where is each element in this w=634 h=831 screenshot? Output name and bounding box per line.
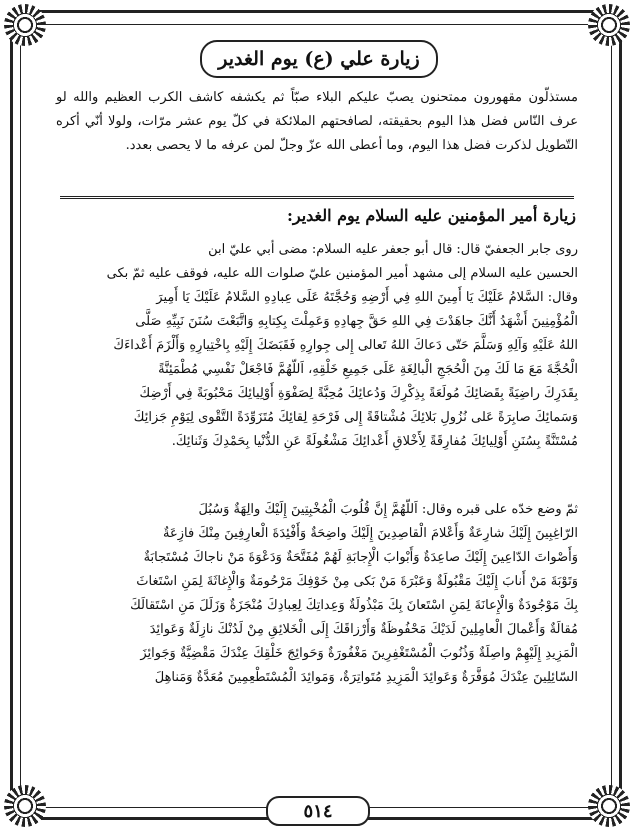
corner-ornament-icon (4, 785, 46, 827)
text-line: اللهُ عَلَيْهِ وَآلِهِ وَسَلَّمَ حَتّى دَعاكَ اللهُ تَعالى إِلى جِوارِهِ فَقَبَضَكَ إِلَيْهِ بِاخْتِيارِهِ وَأَلْزَمَ أَعْداءَكَ (113, 338, 578, 353)
section-heading: زيارة أمير المؤمنين عليه السلام يوم الغدير: (286, 206, 576, 225)
text-line: وقال: السَّلامُ عَلَيْكَ يَا أَمِينَ اللهِ فِي أَرْضِهِ وَحُجَّتَهُ عَلَى عِبادِهِ السَّلامُ عَلَيْكَ يَا أَمِيرَ (156, 290, 578, 305)
corner-ornament-icon (588, 785, 630, 827)
page-number: ٥١٤ (266, 796, 370, 826)
text-line: وَأَصْواتَ الدّاعِينَ إِلَيْكَ صاعِدَةٌ وَأَبْوابَ الْإِجابَةِ لَهُمْ مُفَتَّحَةٌ وَدَعْوَةَ مَنْ ناجاكَ مُسْتَجابَةٌ (143, 550, 578, 565)
ziyara-paragraph-1 (56, 238, 578, 454)
text-line: مُسْتَنَّةً بِسُنَنِ أَوْلِيائِكَ مُفارِقَةً لِأَخْلاقِ أَعْدائِكَ مَشْغُولَةً عَنِ الدُّنْيا بِحَمْدِكَ وَثَنائِكَ. (171, 434, 578, 449)
text-line: الْحُجَّةَ مَعَ مَا لَكَ مِنَ الْحُجَجِ الْبالِغَةِ عَلَى جَمِيعِ خَلْقِهِ، اَللّهُمَّ فَاجْعَلْ نَفْسِي مُطْمَئِنَّةً (158, 362, 578, 377)
page-title: زيارة علي (ع) يوم الغدير (200, 40, 438, 78)
corner-ornament-icon (4, 4, 46, 46)
text-line: الحسين عليه السلام إلى مشهد أمير المؤمنين عليّ صلوات الله عليه، فوقف عليه ثمّ بكى (106, 266, 578, 281)
text-line: مُقالَةٌ وَأَعْمالَ الْعامِلِينَ لَدَيْكَ مَحْفُوظَةٌ وَأَرْزاقَكَ إِلَى الْخَلائِقِ مِنْ لَدُنْكَ نازِلَةٌ وَعَوائِدَ (149, 622, 578, 637)
ziyara-paragraph-2 (56, 498, 578, 690)
text-line: بِكَ مَوْجُودَةٌ وَالْإِعانَةَ لِمَنِ اسْتَعانَ بِكَ مَبْذُولَةٌ وَعِداتِكَ لِعِبادِكَ مُنْجَزَةٌ وَزَلَلَ مَنِ اسْتَقالَكَ (130, 598, 578, 613)
text-line: ثمّ وضع خدّه على قبره وقال: اَللّهُمَّ إِنَّ قُلُوبَ الْمُخْبِتِينَ إِلَيْكَ والِهَةٌ وَسُبُلَ (198, 502, 578, 517)
text-line: الرّاغِبِينَ إِلَيْكَ شارِعَةٌ وَأَعْلامَ الْقاصِدِينَ إِلَيْكَ واضِحَةٌ وَأَفْئِدَةَ الْعارِفِينَ مِنْكَ فازِعَةٌ (162, 526, 578, 541)
intro-paragraph: مستذلّون مقهورون ممتحنون يصبّ عليكم البلاء صبّاً ثم يكشفه كاشف الكرب العظيم والله لو عرف النّاس فضل هذا اليوم بحقيقته، لصافحتهم الملائكة في كلّ يوم عشر مرّات، ولولا أنّي أكره التّطويل لذكرت فضل هذا اليوم، وما أعطى الله عزّ وجلّ لمن عرفه ما لا يحصى بعدد. (56, 90, 578, 153)
corner-ornament-icon (588, 4, 630, 46)
text-line: وَسَمائِكَ صابِرَةً عَلى نُزُولِ بَلائِكَ مُشْتاقَةً إِلى فَرْحَةِ لِقائِكَ مُتَزَوِّدَةً التَّقْوى لِيَوْمِ جَزائِكَ (133, 410, 578, 425)
text-line: وَتَوْبَةَ مَنْ أَنابَ إِلَيْكَ مَقْبُولَةٌ وَعَبْرَةَ مَنْ بَكى مِنْ خَوْفِكَ مَرْحُومَةٌ وَالْإِغاثَةَ لِمَنِ اسْتَغاثَ (136, 574, 578, 589)
text-line: الْمَزِيدِ إِلَيْهِمْ واصِلَةٌ وَذُنُوبَ الْمُسْتَغْفِرِينَ مَغْفُورَةٌ وَحَوائِجَ خَلْقِكَ عِنْدَكَ مَقْضِيَّةٌ وَجَوائِزَ (140, 646, 578, 661)
text-line: الْمُؤْمِنِينَ أَشْهَدُ أَنَّكَ جاهَدْتَ فِي اللهِ حَقَّ جِهادِهِ وَعَمِلْتَ بِكِتابِهِ وَاتَّبَعْتَ سُنَنَ نَبِيِّهِ صَلَّى (135, 314, 578, 329)
section-divider (60, 196, 574, 199)
text-line: السّائِلِينَ عِنْدَكَ مُوَفَّرَةٌ وَعَوائِدَ الْمَزِيدِ مُتَواتِرَةٌ، وَمَوائِدَ الْمُسْتَطْعِمِينَ مُعَدَّةٌ وَمَناهِلَ (154, 670, 578, 685)
text-line: بِقَدَرِكَ راضِيَةً بِقَضائِكَ مُولَعَةً بِذِكْرِكَ وَدُعائِكَ مُحِبَّةً لِصَفْوَةِ أَوْلِيائِكَ مَحْبُوبَةً فِي أَرْضِكَ (139, 386, 578, 401)
text-line: روى جابر الجعفيّ قال: قال أبو جعفر عليه السلام: مضى أبي عليّ ابن (208, 242, 578, 257)
